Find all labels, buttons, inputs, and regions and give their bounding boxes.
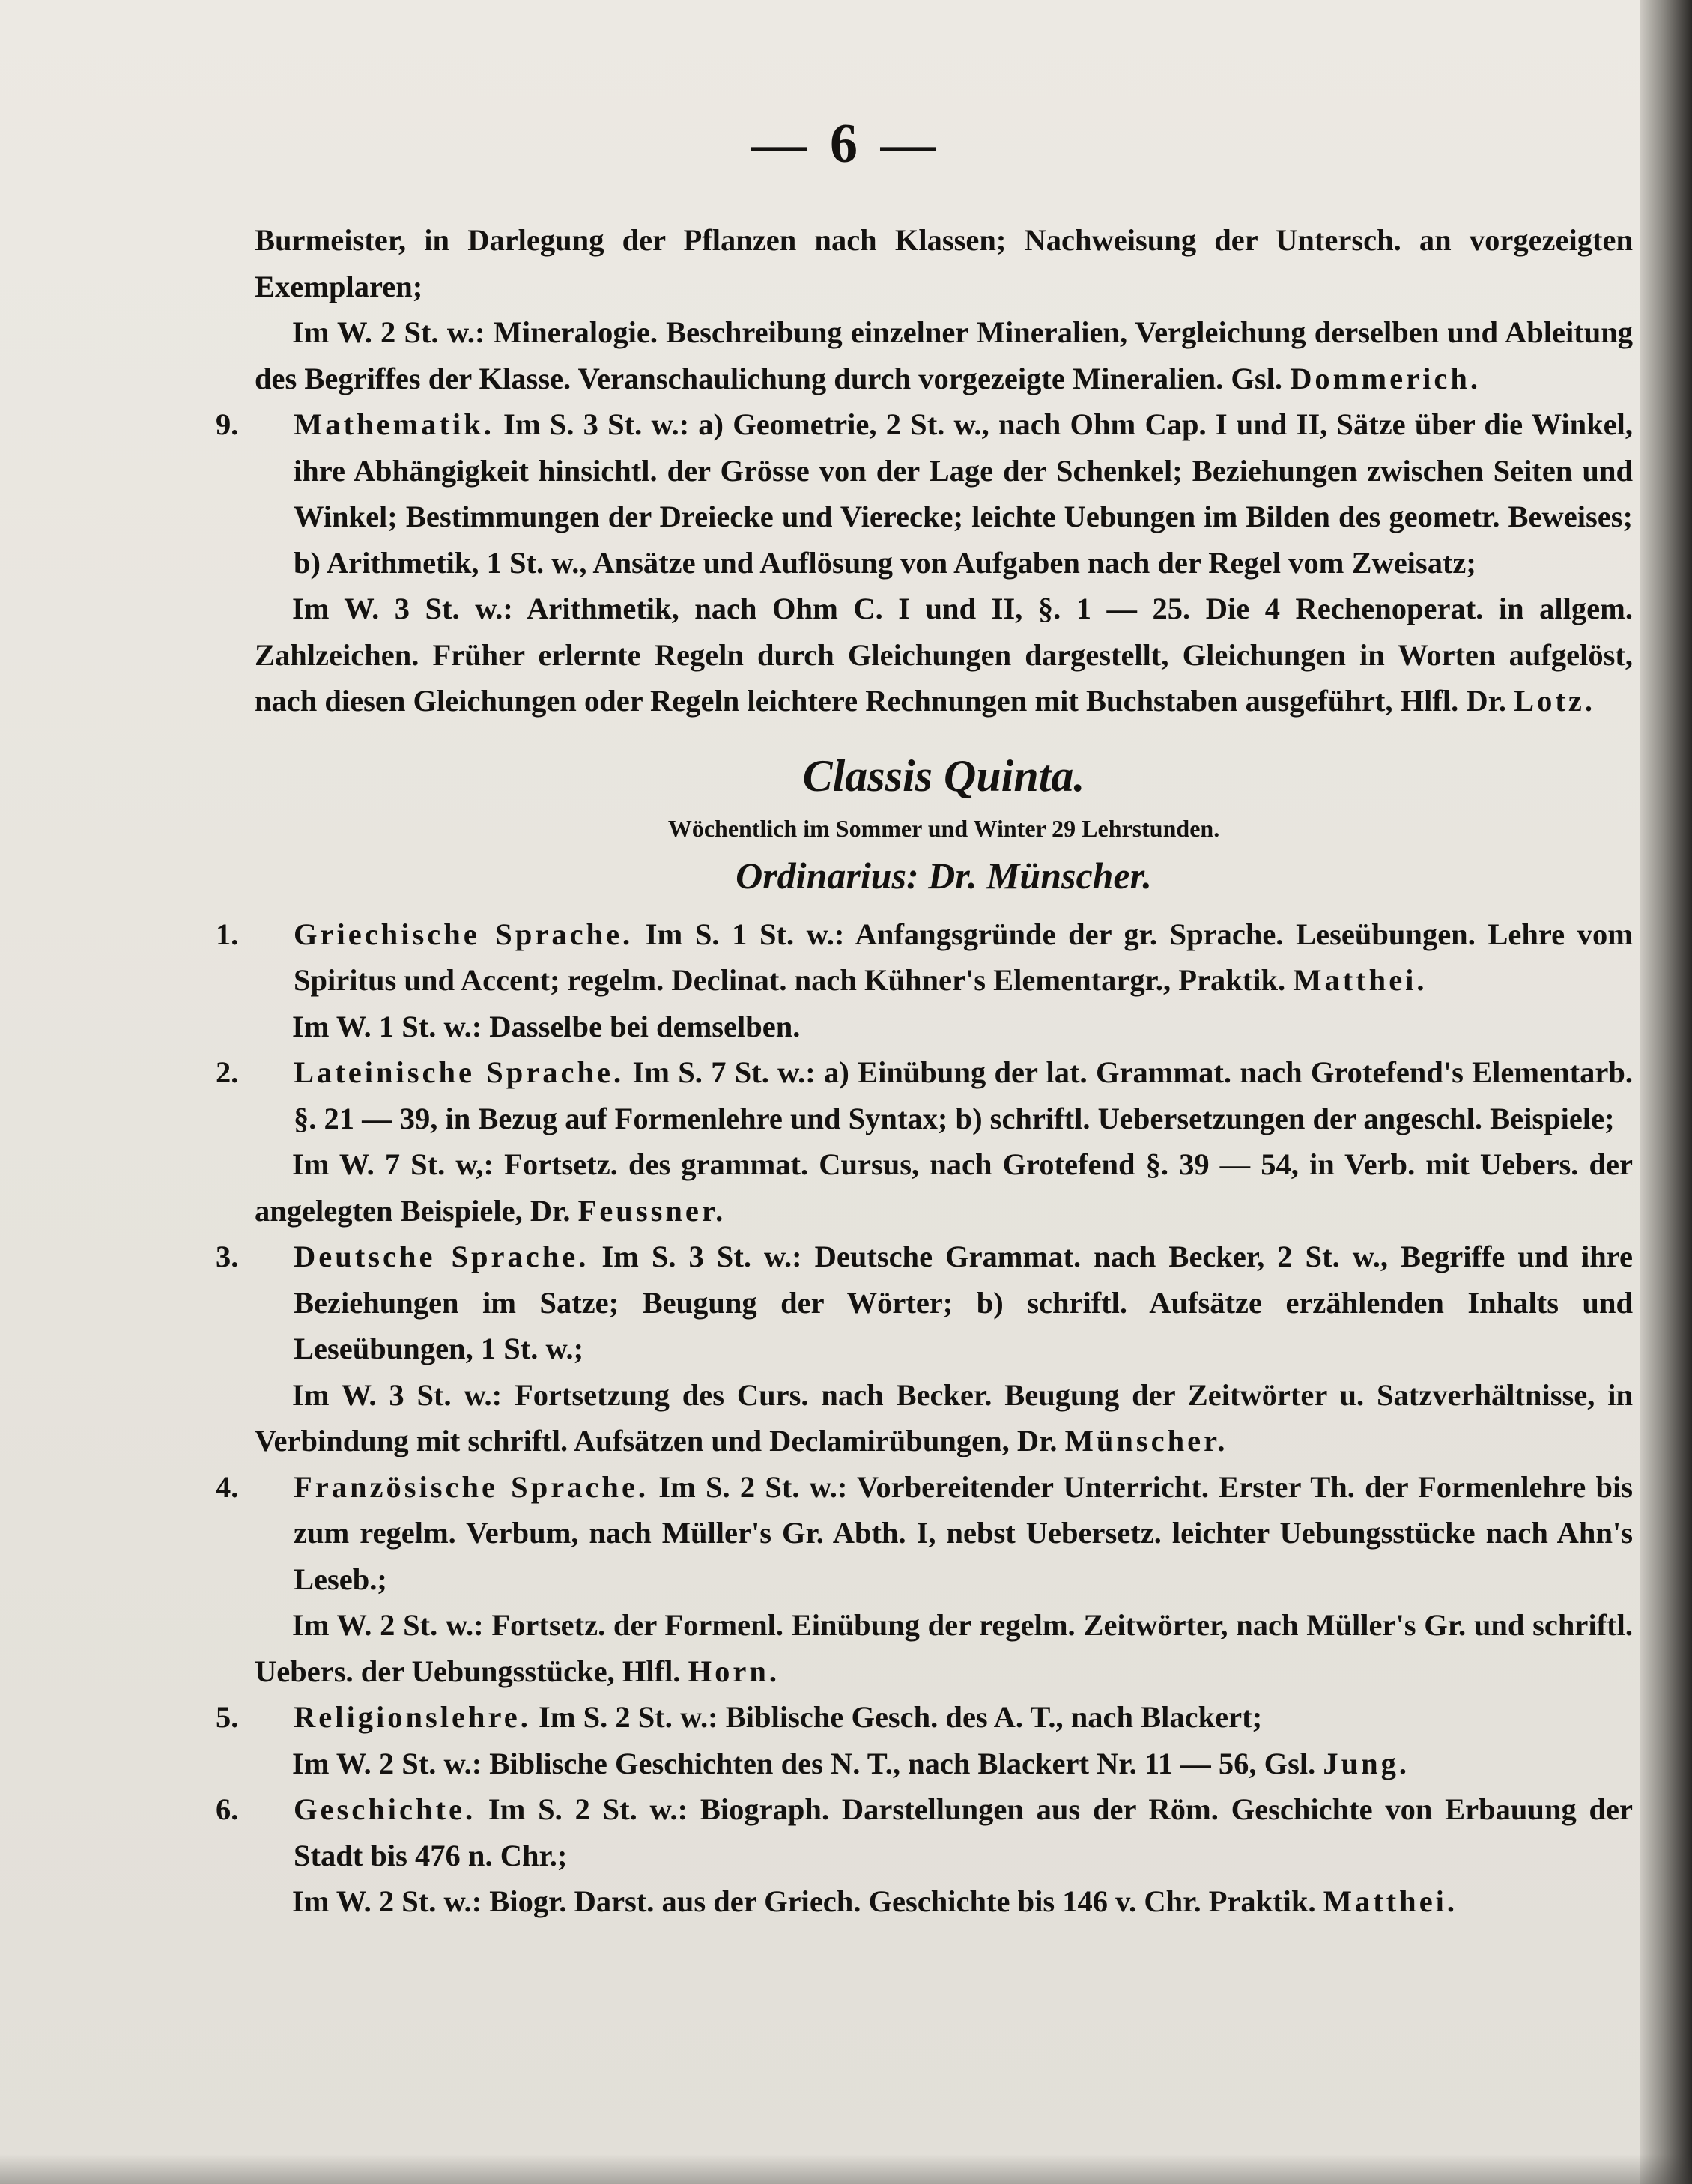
teacher-name: Horn.	[688, 1654, 780, 1688]
item-franzoesisch: 4. Französische Sprache. Im S. 2 St. w.: Vorbereitender Unterricht. Erster Th. der Formenlehre bis zum regelm. Verbum, nach Müller's Gr. Abth. I, nebst Uebersetz. leichter Uebungsstücke nach Ahn's Leseb.;	[216, 1469, 1633, 1596]
section-ordinarius: Ordinarius: Dr. Münscher.	[736, 854, 1152, 897]
subject-name: Geschichte.	[294, 1792, 476, 1826]
section-hours: Wöchentlich im Sommer und Winter 29 Lehrstunden.	[667, 814, 1220, 842]
subject-name: Religionslehre.	[294, 1700, 531, 1734]
teacher-name: Lotz.	[1514, 684, 1596, 718]
summer-text: Im S. 3 St. w.: a) Geometrie, 2 St. w., nach Ohm Cap. I und II, Sätze über die Winkel, ihre Abhängigkeit hinsichtl. der Grösse von der Lage der Schenkel; Beziehungen zwischen Seiten und Winkel; Bestimmungen der Dreiecke und Vierecke; leichte Uebungen im Bilden des geometr. Beweises; b) Arithmetik, 1 St. w., Ansätze und Auflösung von Aufgaben nach der Regel vom Zweisatz;	[294, 407, 1633, 580]
teacher-name: Matthei.	[1323, 1884, 1458, 1918]
page-number: — 6 —	[751, 113, 941, 175]
item-franzoesisch-winter: Im W. 2 St. w.: Fortsetz. der Formenl. Einübung der regelm. Zeitwörter, nach Müller's Gr. und schriftl. Uebers. der Uebungsstücke, Hlfl. Horn.	[255, 1608, 1633, 1688]
item-latein-winter: Im W. 7 St. w,: Fortsetz. des grammat. Cursus, nach Grotefend §. 39 — 54, in Verb. mit Uebers. der angelegten Beispiele, Dr. Feussner.	[255, 1147, 1633, 1228]
teacher-name: Dommerich.	[1290, 361, 1481, 395]
subject-name: Mathematik.	[294, 407, 494, 441]
page-bottom-shadow	[0, 2154, 1692, 2184]
teacher-name: Münscher.	[1064, 1424, 1228, 1457]
subject-name: Lateinische Sprache.	[294, 1055, 625, 1089]
subject-name: Deutsche Sprache.	[294, 1240, 589, 1273]
item-religionslehre: 5. Religionslehre. Im S. 2 St. w.: Biblische Gesch. des A. T., nach Blackert;	[216, 1700, 1263, 1734]
teacher-name: Matthei.	[1293, 963, 1428, 997]
item-number: 9.	[216, 407, 239, 441]
item-religionslehre-winter: Im W. 2 St. w.: Biblische Geschichten des N. T., nach Blackert Nr. 11 — 56, Gsl. Jung.	[292, 1746, 1410, 1780]
item-geschichte: 6. Geschichte. Im S. 2 St. w.: Biograph. Darstellungen aus der Röm. Geschichte von Erbauung der Stadt bis 476 n. Chr.;	[216, 1792, 1633, 1872]
item-griechisch: 1. Griechische Sprache. Im S. 1 St. w.: Anfangsgründe der gr. Sprache. Leseübungen. Lehre vom Spiritus und Accent; regelm. Declinat. nach Kühner's Elementargr., Praktik. Matthei.	[216, 917, 1633, 997]
subject-name: Griechische Sprache.	[294, 917, 634, 951]
teacher-name: Jung.	[1323, 1746, 1410, 1780]
page-edge-shadow	[1640, 0, 1692, 2184]
item-griechisch-winter: Im W. 1 St. w.: Dasselbe bei demselben.	[292, 1009, 801, 1043]
paragraph-mineralogy: Im W. 2 St. w.: Mineralogie. Beschreibung einzelner Mineralien, Vergleichung derselben und Ableitung des Begriffes der Klasse. Veranschaulichung durch vorgezeigte Mineralien. Gsl. Dommerich.	[255, 315, 1633, 395]
body-text	[216, 217, 1633, 1925]
item-geschichte-winter: Im W. 2 St. w.: Biogr. Darst. aus der Griech. Geschichte bis 146 v. Chr. Praktik. Matthei.	[292, 1884, 1458, 1918]
item-deutsch-winter: Im W. 3 St. w.: Fortsetzung des Curs. nach Becker. Beugung der Zeitwörter u. Satzverhältnisse, in Verbindung mit schriftl. Aufsätzen und Declamirübungen, Dr. Münscher.	[255, 1377, 1633, 1457]
paragraph-botany-continuation: Burmeister, in Darlegung der Pflanzen nach Klassen; Nachweisung der Untersch. an vorgezeigten Exemplaren;	[255, 223, 1633, 303]
item-latein: 2. Lateinische Sprache. Im S. 7 St. w.: a) Einübung der lat. Grammat. nach Grotefend's Elementarb. §. 21 — 39, in Bezug auf Formenlehre und Syntax; b) schriftl. Uebersetzungen der angeschl. Beispiele;	[216, 1055, 1633, 1135]
item-mathematik	[216, 401, 1633, 586]
teacher-name: Feussner.	[577, 1193, 727, 1228]
item-mathematik-winter: Im W. 3 St. w.: Arithmetik, nach Ohm C. I und II, §. 1 — 25. Die 4 Rechenoperat. in allgem. Zahlzeichen. Früher erlernte Regeln durch Gleichungen dargestellt, Gleichungen in Worten aufgelöst, nach diesen Gleichungen oder Regeln leichtere Rechnungen mit Buchstaben ausgeführt, Hlfl. Dr. Lotz.	[255, 592, 1633, 718]
subject-name: Französische Sprache.	[294, 1469, 649, 1504]
section-title: Classis Quinta.	[802, 750, 1085, 801]
item-deutsch: 3. Deutsche Sprache. Im S. 3 St. w.: Deutsche Grammat. nach Becker, 2 St. w., Begriffe und ihre Beziehungen im Satze; Beugung der Wörter; b) schriftl. Aufsätze erzählenden Inhalts und Leseübungen, 1 St. w.;	[216, 1240, 1633, 1365]
